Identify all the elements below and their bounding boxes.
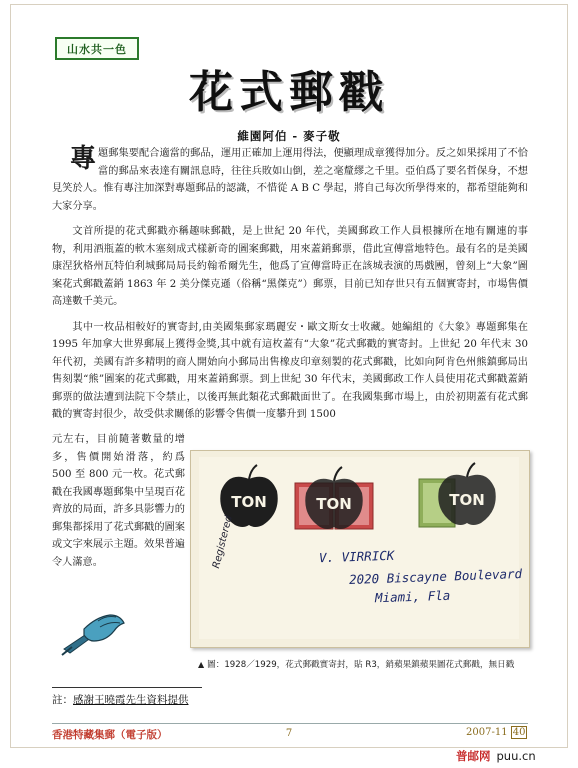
paragraph-4: 元左右，目前隨著數量的增多，售價開始滑落，約爲 500 至 800 元一枚。花式郵戳在我國專題郵集中呈現百花齊放的局面，許多具影響力的郵集都採用了花式郵戳的圖案或文字來展示主題。效果普遍令人滿意。 [52, 434, 185, 568]
footer-publication: 香港特藏集郵（電子版） [52, 729, 168, 741]
writing-hand-icon [58, 603, 130, 657]
watermark [456, 748, 536, 764]
watermark-en: puu.cn [496, 749, 536, 763]
address-line-3: Miami, Fla [374, 587, 451, 606]
svg-text:TON: TON [449, 491, 485, 509]
envelope [199, 457, 523, 639]
address-line-1: V. VIRRICK [318, 547, 395, 566]
caption-text: 圖：1928／1929，花式郵戳實寄封，貼 R3，銷蘋果鎮蘋果圖花式郵戳，無日戳 [207, 660, 515, 670]
svg-text:TON: TON [316, 495, 352, 513]
issue-date: 2007-11 [466, 727, 508, 738]
apple-cancel-icon [305, 467, 362, 529]
dropcap: 專 [70, 144, 97, 174]
registered-note: Registered [211, 514, 235, 570]
watermark-cn: 普邮网 [456, 749, 491, 763]
footer-divider [52, 723, 528, 724]
article-body [52, 145, 528, 432]
triangle-icon: ▲ [198, 660, 205, 669]
page-number: 7 [285, 728, 293, 739]
paragraph-1 [52, 145, 528, 215]
paragraph-3: 其中一枚品相較好的實寄封,由美國集郵家瑪麗安・歐文斯女士收藏。她編組的《大象》專題郵集在 1995 年加拿大世界郵展上獲得金獎,其中就有這枚蓋有“大象”花式郵戳的實寄封。上世紀 20 年代末 30 年代初，美國有許多精明的商人開始向小郵局出售橡皮印章刻製的花式郵戳，比如向阿肯色州熊鎮郵局出售刻製“熊”圖案的花式郵戳，用來蓋銷郵票。到上世紀 30 年代末，美國郵政工作人員使用花式郵戳蓋銷郵票的做法遭到法院下令禁止，以後再無此類花式郵戳面世了。在我國集郵市場上，由於初期蓋有花式郵戳的實寄封很少，故受供求關係的影響令售價一度攀升到 1500 [52, 321, 528, 420]
footnote-link[interactable]: 感謝王曉霞先生資料提供 [73, 694, 189, 706]
paragraph-1-text: 題郵集要配合適當的郵品，運用正確加上運用得法，便顯理成章獲得加分。反之如果採用了不恰當的郵品來表達有關訊息時，往往兵敗如山倒，差之毫釐繆之千里。亞伯爲了要名哲保身，不想見笑於人。惟有專注加深對專題郵品的認識，不惜從 A B C 學起，將自己每次所學得來的，都希望能夠和大家分享。 [52, 148, 528, 212]
apple-cancel-icon [438, 463, 495, 525]
footnote-label: 註： [52, 694, 73, 706]
byline: 維園阿伯 - 麥子敬 [237, 129, 341, 143]
figure-caption [198, 658, 538, 670]
cover-image [190, 450, 530, 648]
section-tag: 山水共一色 [55, 37, 139, 60]
svg-text:TON: TON [231, 493, 267, 511]
paragraph-2: 文首所提的花式郵戳亦稱趣味郵戳，是上世紀 20 年代，美國郵政工作人員根據所在地有關連的事物，利用酒瓶蓋的軟木塞刻成式樣新奇的圖案郵戳，用來蓋銷郵票，借此宣傳當地特色。最有名的是美國康涅狄格州瓦特伯利城郵局局長約翰希爾先生，他爲了宣傳當時正在該城表演的馬戲團，曾刻上“大象”圖案花式郵戳蓋銷 1863 年 2 美分傑克遜（俗稱“黑傑克”）郵票，目前已知存世只有五個實寄封，市場售價高達數千美元。 [52, 226, 528, 307]
footnote-rule [52, 687, 202, 688]
footnote [52, 692, 189, 707]
paragraph-4-column [52, 431, 185, 571]
footer-issue [466, 727, 527, 738]
address-line-2: 2020 Biscayne Boulevard [348, 565, 523, 588]
page-title: 花式郵戳 [189, 67, 389, 118]
issue-number: 40 [512, 727, 526, 738]
